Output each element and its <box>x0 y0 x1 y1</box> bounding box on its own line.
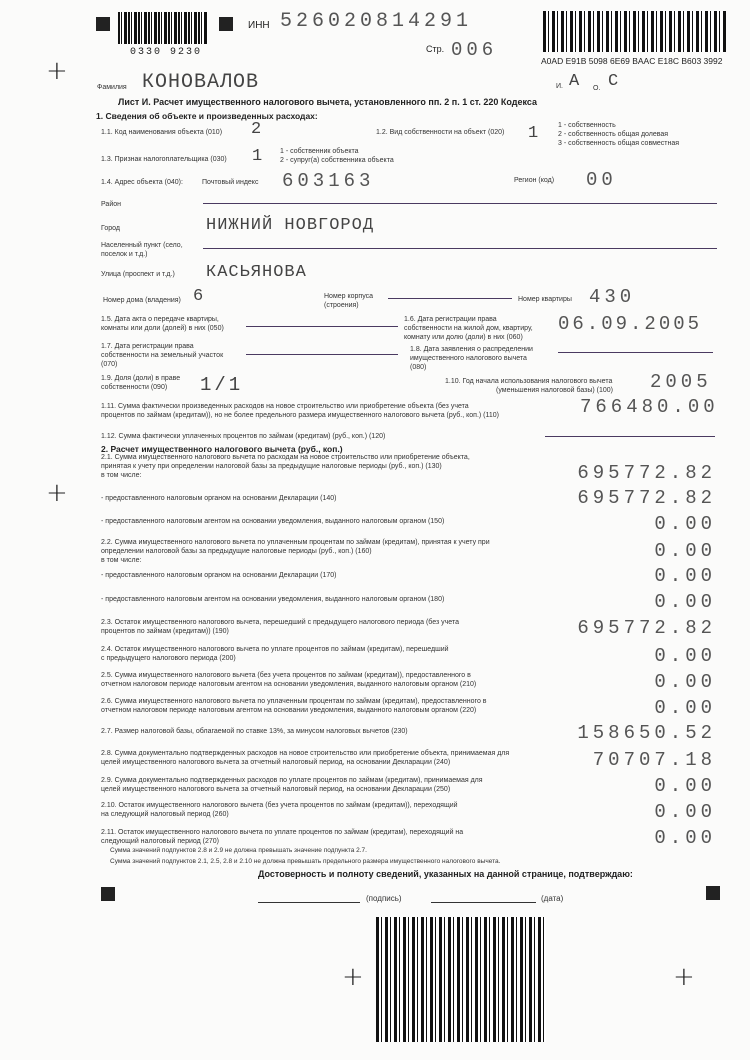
row-label-line: - предоставленного налоговым органом на основании Декларации (170) <box>101 572 337 579</box>
row-label-line: принятая к учету при определении налоговой базы за предыдущие налоговые периоды (руб., коп.) (130) <box>101 463 442 470</box>
registration-mark <box>96 17 110 31</box>
row-label-line: в том числе: <box>101 557 142 564</box>
f020-option: 1 - собственность <box>558 122 616 129</box>
initial-i-label: И. <box>556 83 563 90</box>
row-label <box>101 776 483 794</box>
f050-field[interactable] <box>246 326 398 327</box>
f110-label: процентов по займам (кредитам)), но не более предельного размера имущественного налогового вычета (руб., коп.) (110) <box>101 412 499 419</box>
f070-label: 1.7. Дата регистрации права <box>101 343 194 350</box>
row-label-line: целей имущественного налогового вычета за отчетный налоговый период, на основании Декларации (250) <box>101 786 451 793</box>
row-label <box>101 727 408 736</box>
f020-option: 3 - собственность общая совместная <box>558 140 680 147</box>
crosshair-mark: + <box>46 478 68 508</box>
f020-label: 1.2. Вид собственности на объект (020) <box>376 129 505 136</box>
house-label: Номер дома (владения) <box>103 297 181 304</box>
row-label-line: 2.7. Размер налоговой базы, облагаемой по ставке 13%, за минусом налоговых вычетов (230) <box>101 728 408 735</box>
f100-label: (уменьшения налоговой базы) (100) <box>496 387 614 394</box>
f090-value: 1/1 <box>200 374 244 396</box>
f110-label: 1.11. Сумма фактически произведенных расходов на новое строительство или приобретение объекта (без учета <box>101 403 469 410</box>
f070-label: (070) <box>101 361 118 368</box>
street-value: КАСЬЯНОВА <box>206 263 307 282</box>
row-label-line: процентов по займам (кредитам)) (190) <box>101 628 229 635</box>
postcode-label: Почтовый индекс <box>202 179 259 186</box>
f060-value: 06.09.2005 <box>558 313 703 335</box>
house-value: 6 <box>193 287 205 306</box>
row-label-line: 2.2. Сумма имущественного налогового вычета по уплаченным процентам по займам (кредитам), принятая к учету при <box>101 539 490 546</box>
f070-label: собственности на земельный участок <box>101 352 224 359</box>
row-label-line: 2.4. Остаток имущественного налогового вычета по уплате процентов по займам (кредитам), перешедший <box>101 646 449 653</box>
f080-label: имущественного налогового вычета <box>410 355 527 362</box>
date-field[interactable] <box>431 902 536 903</box>
settlement-label: Населенный пункт (село, <box>101 242 183 249</box>
f090-label: собственности (090) <box>101 384 168 391</box>
registration-mark <box>219 17 233 31</box>
address-label: 1.4. Адрес объекта (040): <box>101 179 183 186</box>
row-value: 695772.82 <box>577 617 716 639</box>
f050-label: 1.5. Дата акта о передаче квартиры, <box>101 316 219 323</box>
region-value: 00 <box>586 169 617 191</box>
f030-option: 1 - собственник объекта <box>280 148 359 155</box>
initial-o: С <box>608 72 620 91</box>
note: Сумма значений подпунктов 2.8 и 2.9 не должна превышать значение подпункта 2.7. <box>110 847 367 854</box>
f100-value: 2005 <box>650 371 712 393</box>
crosshair-mark: + <box>46 56 68 86</box>
building-label: (строения) <box>324 302 359 309</box>
row-label <box>101 828 463 846</box>
row-label-line: 2.6. Сумма имущественного налогового вычета по уплаченным процентам по займам (кредитам), предоставленного в <box>101 698 487 705</box>
row-label <box>101 571 336 580</box>
postcode-value: 603163 <box>282 170 375 192</box>
f080-field[interactable] <box>558 352 713 353</box>
f080-label: 1.8. Дата заявления о распределении <box>410 346 533 353</box>
city-label: Город <box>101 225 120 232</box>
row-value: 0.00 <box>654 540 716 562</box>
row-label-line: целей имущественного налогового вычета за отчетный налоговый период, на основании Декларации (240) <box>101 759 451 766</box>
f110-value: 766480.00 <box>580 396 719 418</box>
region-label: Регион (код) <box>514 177 555 184</box>
row-label-line: отчетном налоговом периоде налоговым агентом на основании уведомления, выданного налоговым органом (220) <box>101 707 477 714</box>
inn-label: ИНН <box>248 20 270 31</box>
district-label: Район <box>101 201 121 208</box>
flat-label: Номер квартиры <box>518 296 572 303</box>
row-value: 0.00 <box>654 775 716 797</box>
2d-barcode <box>376 917 546 1042</box>
f030-label: 1.3. Признак налогоплательщика (030) <box>101 156 227 163</box>
barcode <box>118 12 208 44</box>
row-value: 0.00 <box>654 645 716 667</box>
signature-label: (подпись) <box>366 894 402 903</box>
f090-label: 1.9. Доля (доли) в праве <box>101 375 181 382</box>
f010-label: 1.1. Код наименования объекта (010) <box>101 129 223 136</box>
inn-value: 526020814291 <box>280 10 473 33</box>
row-label <box>101 618 459 636</box>
row-label <box>101 697 487 715</box>
initial-i: А <box>569 72 581 91</box>
f060-label: собственности на жилой дом, квартиру, <box>404 325 533 332</box>
row-value: 0.00 <box>654 801 716 823</box>
code-text: A0AD E91B 5098 6E69 BAAC E18C B603 3992 <box>541 56 723 66</box>
f030-option: 2 - супруг(а) собственника объекта <box>280 157 394 164</box>
row-label <box>101 595 444 604</box>
row-value: 0.00 <box>654 671 716 693</box>
district-field[interactable] <box>203 203 717 204</box>
row-value: 695772.82 <box>577 487 716 509</box>
f060-label: комнату или долю (доли) в них (060) <box>404 334 523 341</box>
note: Сумма значений подпунктов 2.1, 2.5, 2.8 и 2.10 не должна превышать предельного размера имущественного налогового вычета. <box>110 858 501 865</box>
row-label-line: 2.1. Сумма имущественного налогового вычета по расходам на новое строительство или приобретение объекта, <box>101 454 470 461</box>
registration-mark <box>706 886 720 900</box>
row-value: 0.00 <box>654 591 716 613</box>
row-label-line: - предоставленного налоговым органом на основании Декларации (140) <box>101 495 337 502</box>
row-label <box>101 671 476 689</box>
row-label <box>101 494 336 503</box>
row-value: 0.00 <box>654 827 716 849</box>
page-number: 006 <box>451 39 498 61</box>
2d-barcode <box>543 11 726 52</box>
confirmation-text: Достоверность и полноту сведений, указанных на данной странице, подтверждаю: <box>258 869 633 879</box>
settlement-label: поселок и т.д.) <box>101 251 148 258</box>
row-label <box>101 749 509 767</box>
row-value: 695772.82 <box>577 462 716 484</box>
row-label-line: определении налоговой базы за предыдущие налоговые периоды (руб., коп.) (160) <box>101 548 372 555</box>
street-label: Улица (проспект и т.д.) <box>101 271 175 278</box>
row-label <box>101 453 470 480</box>
row-label <box>101 538 490 565</box>
surname-label: Фамилия <box>97 84 127 91</box>
signature-field[interactable] <box>258 902 360 903</box>
row-label-line: 2.10. Остаток имущественного налогового вычета (без учета процентов по займам (кредитам)), переходящий <box>101 802 458 809</box>
row-label <box>101 645 449 663</box>
row-value: 70707.18 <box>592 749 716 771</box>
row-label-line: 2.3. Остаток имущественного налогового вычета, перешедший с предыдущего налогового периода (без учета <box>101 619 459 626</box>
f070-field[interactable] <box>246 354 398 355</box>
row-label-line: 2.9. Сумма документально подтвержденных расходов по уплате процентов по займам (кредитам), принимаемая для <box>101 777 483 784</box>
f020-value: 1 <box>528 124 540 143</box>
f100-label: 1.10. Год начала использования налогового вычета <box>445 378 613 385</box>
crosshair-mark: + <box>673 962 695 992</box>
settlement-field[interactable] <box>203 248 717 249</box>
f120-label: 1.12. Сумма фактически уплаченных процентов по займам (кредитам) (руб., коп.) (120) <box>101 433 386 440</box>
row-label-line: - предоставленного налоговым агентом на основании уведомления, выданного налоговым органом (150) <box>101 518 445 525</box>
building-field[interactable] <box>388 298 512 299</box>
f020-option: 2 - собственность общая долевая <box>558 131 669 138</box>
f080-label: (080) <box>410 364 427 371</box>
date-label: (дата) <box>541 894 564 903</box>
row-label-line: 2.11. Остаток имущественного налогового вычета по уплате процентов по займам (кредитам), переходящий на <box>101 829 464 836</box>
row-label-line: 2.8. Сумма документально подтвержденных расходов на новое строительство или приобретение объекта, принимаемая для <box>101 750 510 757</box>
crosshair-mark: + <box>342 962 364 992</box>
registration-mark <box>101 887 115 901</box>
row-label-line: с предыдущего налогового периода (200) <box>101 655 236 662</box>
row-label-line: - предоставленного налоговым агентом на основании уведомления, выданного налоговым органом (180) <box>101 596 445 603</box>
row-value: 0.00 <box>654 565 716 587</box>
initial-o-label: О. <box>593 85 601 92</box>
row-label <box>101 517 444 526</box>
page-label: Стр. <box>426 44 445 54</box>
row-label <box>101 801 458 819</box>
building-label: Номер корпуса <box>324 293 374 300</box>
row-value: 0.00 <box>654 697 716 719</box>
row-label-line: 2.5. Сумма имущественного налогового вычета (без учета процентов по займам (кредитам)), предоставленного в <box>101 672 471 679</box>
row-label-line: отчетном налоговом периоде налоговым агентом на основании уведомления, выданного налоговым органом (210) <box>101 681 477 688</box>
section2-heading: 2. Расчет имущественного налогового вычета (руб., коп.) <box>101 444 343 454</box>
row-label-line: следующий налоговый период (270) <box>101 838 219 845</box>
barcode-number: 0330 9230 <box>130 47 203 58</box>
city-value: НИЖНИЙ НОВГОРОД <box>206 216 375 235</box>
f060-label: 1.6. Дата регистрации права <box>404 316 497 323</box>
row-label-line: на следующий налоговый период (260) <box>101 811 229 818</box>
f010-value: 2 <box>251 120 263 139</box>
section1-heading: 1. Сведения об объекте и произведенных расходах: <box>96 111 318 121</box>
row-label-line: в том числе: <box>101 472 142 479</box>
flat-value: 430 <box>589 286 636 308</box>
f120-field[interactable] <box>545 436 715 437</box>
f030-value: 1 <box>252 147 264 166</box>
f050-label: комнаты или доли (долей) в них (050) <box>101 325 224 332</box>
row-value: 0.00 <box>654 513 716 535</box>
row-value: 158650.52 <box>577 722 716 744</box>
surname-value: КОНОВАЛОВ <box>142 71 260 94</box>
sheet-title: Лист И. Расчет имущественного налогового вычета, установленного пп. 2 п. 1 ст. 220 Кодекса <box>118 97 537 107</box>
